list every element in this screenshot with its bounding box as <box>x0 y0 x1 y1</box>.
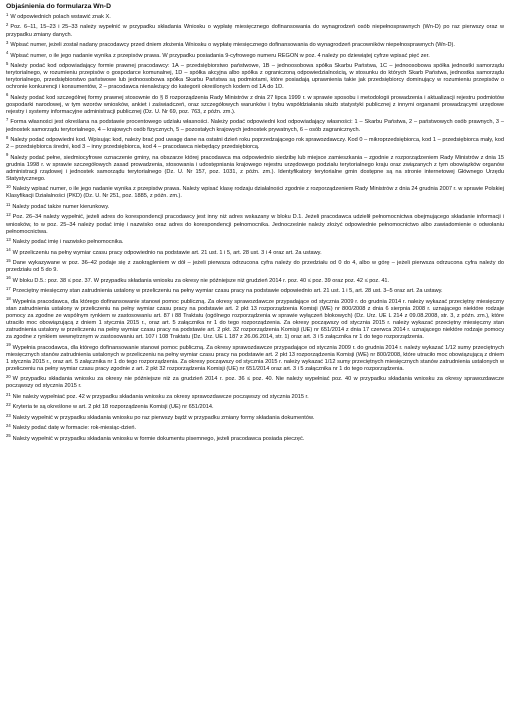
footnote-7 <box>6 119 504 133</box>
footnote-text: Należy podać kod odpowiadający formie prawnej pracodawcy: 1A – przedsiębiorstwo państwowe, 1B – jednoosobowa spółka Skarbu Państwa, 1C – jednoosobowa spółka jednostki samorządu terytorialnego, w rozumieniu przepisów o gospodarce komunalnej, 1D – spółka akcyjna albo spółka z ograniczoną odpowiedzialnością, w stosunku do których Skarb Państwa, jednostka samorządu terytorialnego, przedsiębiorstwo państwowe lub jednoosobowa spółka Skarbu Państwa są podmiotami, które posiadają uprawnienia takie jak przedsiębiorcy dominujący w rozumieniu przepisów o ochronie konkurencji i konsumentów, 2 – pracodawca nienależący do kategorii określonych kodem od 1A do 1D. <box>6 63 504 91</box>
footnote-number: 23 <box>6 412 11 418</box>
footnote-number: 2 <box>6 22 9 28</box>
footnote-21 <box>6 391 504 401</box>
footnote-text: Forma własności jest określana na podstawie procentowego udziału własności. Należy podać odpowiedni kod odpowiadający własności: 1 – Skarbu Państwa, 2 – państwowych osób prawnych, 3 – jednostek samorządu terytorialnego, 4 – krajowych osób fizycznych, 5 – pozostałych krajowych jednostek prywatnych, 6 – osób zagranicznych. <box>6 119 504 133</box>
footnote-text: Należy wpisać numer, o ile jego nadanie wynika z przepisów prawa. Należy wpisać klasę rodzaju działalności zgodnie z rozporządzeniem Rady Ministrów z dnia 24 grudnia 2007 r. w sprawie Polskiej Klasyfikacji Działalności (PKD) (Dz. U. Nr 251, poz. 1885, z późn. zm.). <box>6 186 504 200</box>
footnote-number: 24 <box>6 423 11 428</box>
footnote-18 <box>6 296 504 342</box>
footnote-number: 13 <box>6 236 11 242</box>
footnote-number: 3 <box>6 39 9 45</box>
footnote-number: 22 <box>6 402 11 408</box>
footnote-number: 18 <box>6 296 11 302</box>
footnote-text: Poz. 26–34 należy wypełnić, jeżeli adres do korespondencji pracodawcy jest inny niż adres wskazany w bloku D.1. Jeżeli pracodawca udzielił pełnomocnictwa obejmującego składanie informacji i wniosków, to w poz. 25–34 należy podać imię i nazwisko oraz adres do korespondencji pełnomocnika. Jednocześnie należy złożyć odpowiednie pełnomocnictwo albo zawiadomienie o odwołaniu pełnomocnictwa. <box>6 214 504 235</box>
footnote-16 <box>6 275 504 285</box>
footnote-23 <box>6 412 504 422</box>
footnote-number: 1 <box>6 11 9 17</box>
footnote-text: Należy wypełnić w przypadku składania wniosku po raz pierwszy bądź w przypadku zmiany formy składania dokumentów. <box>12 414 315 421</box>
footnote-25 <box>6 433 504 443</box>
footnote-10 <box>6 186 504 200</box>
footnote-number: 20 <box>6 373 11 379</box>
footnote-text: W bloku D.5.: poz. 38 ≤ poz. 37. W przypadku składania wniosku za okresy nie późniejsze niż grudzień 2014 r. poz. 40 ≤ poz. 39 oraz poz. 42 ≤ poz. 41. <box>12 277 390 284</box>
footnote-number: 12 <box>6 212 11 218</box>
footnote-4 <box>6 50 504 60</box>
footnote-number: 15 <box>6 257 11 263</box>
footnote-3 <box>6 39 504 49</box>
footnote-20 <box>6 373 504 390</box>
footnote-number: 9 <box>6 152 9 158</box>
footnote-number: 10 <box>6 184 11 189</box>
footnote-text: Należy podać odpowiedni kod. Wpisując kod, należy brać pod uwagę dane na ostatni dzień roku poprzedzającego rok sprawozdawczy. Kod 0 – mikroprzedsiębiorca, kod 1 – przedsiębiorca mały, kod 2 – przedsiębiorca średni, kod 3 – inny przedsiębiorca, kod 4 – pracodawca niebędący przedsiębiorcą. <box>6 137 504 151</box>
footnote-number: 7 <box>6 117 9 123</box>
footnote-number: 11 <box>6 201 11 207</box>
footnote-1 <box>6 11 504 21</box>
footnote-text: Należy podać także numer kierunkowy. <box>12 203 110 210</box>
footnote-14 <box>6 247 504 257</box>
document-title: Objaśnienia do formularza Wn-D <box>6 3 111 10</box>
footnote-8 <box>6 134 504 151</box>
footnote-5 <box>6 60 504 91</box>
footnote-22 <box>6 404 504 411</box>
footnote-number: 21 <box>6 391 11 397</box>
footnote-number: 4 <box>6 50 9 56</box>
footnote-text: Należy podać pełne, siedmiocyfrowe oznaczenie gminy, na obszarze której pracodawca ma odpowiednio siedzibę lub miejsce zamieszkania – zgodnie z rozporządzeniem Rady Ministrów z dnia 15 grudnia 1998 r. w sprawie szczegółowych zasad prowadzenia, stosowania i udostępniania krajowego rejestru urzędowego podziału terytorialnego kraju oraz związanych z tym obowiązków organów administracji rządowej i jednostek samorządu terytorialnego (Dz. U. Nr 157, poz. 1031, z późn. zm.). Identyfikatory terytorialne gmin dostępne są na stronie internetowej Głównego Urzędu Statystycznego. <box>6 154 504 182</box>
footnote-number: 16 <box>6 275 11 281</box>
footnote-number: 5 <box>6 60 9 66</box>
footnote-number: 8 <box>6 134 9 140</box>
footnote-number: 6 <box>6 92 9 98</box>
footnote-text: Przeciętny miesięczny stan zatrudnienia ustalony w przeliczeniu na pełny wymiar czasu pracy na podstawie odpowiednio art. 21 ust. 1 i 5, art. 28 ust. 3–5 oraz art. 2a ustawy. <box>12 288 443 295</box>
footnote-15 <box>6 257 504 274</box>
footnote-12 <box>6 214 504 235</box>
footnote-text: Poz. 6–11, 15–23 i 25–33 należy wypełnić w przypadku składania Wniosku o wypłatę miesięcznego dofinansowania do wynagrodzeń osób niepełnosprawnych (Wn-D) po raz pierwszy oraz w przypadku zmiany danych. <box>6 24 504 38</box>
footnote-24 <box>6 425 504 432</box>
footnote-text: Należy wypełnić w przypadku składania wniosku w formie dokumentu pisemnego, jeżeli pracodawca posiada pieczęć. <box>12 435 305 442</box>
footnote-text: Wpisać numer, o ile jego nadanie wynika z przepisów prawa. W przypadku posiadania 9-cyfrowego numeru REGON w poz. 4 należy po dziewiątej cyfrze wpisać pięć zer. <box>10 52 430 59</box>
footnote-17 <box>6 285 504 295</box>
footnote-text: W odpowiednich polach wstawić znak X. <box>10 14 111 20</box>
footnote-text: Należy podać kod szczególnej formy prawnej stosownie do § 8 rozporządzenia Rady Ministrów z dnia 27 lipca 1999 r. w sprawie sposobu i metodologii prowadzenia i aktualizacji rejestru podmiotów gospodarki narodowej, w tym wzorów wniosków, ankiet i zaświadczeń, oraz szczegółowych warunków i trybu współdziałania służb statystyki publicznej z innymi organami prowadzącymi urzędowe rejestry i systemy informacyjne administracji publicznej (Dz. U. Nr 69, poz. 763, z późn. zm.). <box>6 94 504 115</box>
footnote-11 <box>6 201 504 211</box>
footnotes-list <box>6 11 504 443</box>
footnote-19 <box>6 342 504 373</box>
footnote-13 <box>6 236 504 246</box>
footnote-text: Wypełnia pracodawca, dla którego dofinansowanie stanowi pomoc publiczną. Za okresy sprawozdawcze przypadające od stycznia 2009 r. do grudnia 2014 r. należy wykazać 1/12 sumy przeciętnych miesięcznych stanów zatrudnienia ustalonych w przeliczeniu na pełny wymiar czasu pracy na podstawie art. 2 pkt 13 rozporządzenia Komisji (WE) nr 800/2008, które utraciło moc obowiązującą z dniem 1 stycznia 2015 r., oraz art. 5 załącznika nr 1 do tego rozporządzenia. Za okresy począwszy od stycznia 2015 r. należy wykazać 1/12 sumy przeciętnych miesięcznych stanów zatrudnienia ustalonych w przeliczeniu na pełny wymiar czasu pracy zgodnie z art. 2 pkt 32 rozporządzenia Komisji (UE) nr 651/2014 oraz art. 3 i 5 załącznika nr 1 do tego rozporządzenia. <box>6 344 504 372</box>
footnote-2 <box>6 24 504 38</box>
footnote-text: Dane wykazywane w poz. 36–42 podaje się z zaokrągleniem w dół – jeżeli pierwsza odrzucona cyfra należy do przedziału od 0 do 4, albo w górę – jeżeli pierwsza odrzucona cyfra należy do przedziału od 5 do 9. <box>6 260 504 274</box>
footnote-text: Należy podać datę w formacie: rok-miesiąc-dzień. <box>12 425 137 432</box>
footnote-number: 14 <box>6 247 11 253</box>
footnote-9 <box>6 152 504 183</box>
footnote-text: Należy podać imię i nazwisko pełnomocnika. <box>12 239 124 246</box>
footnote-text: W przeliczeniu na pełny wymiar czasu pracy odpowiednio na podstawie art. 21 ust. 1 i 5, art. 28 ust. 3 i 4 oraz art. 2a ustawy. <box>12 249 322 256</box>
footnote-text: Wypełnia pracodawca, dla którego dofinansowanie stanowi pomoc publiczną. Za okresy sprawozdawcze przypadające od stycznia 2009 r. do grudnia 2014 r. należy wykazać przeciętny miesięczny stan zatrudnienia ustalony w przeliczeniu na pełny wymiar czasu pracy na podstawie art. 2 pkt 13 rozporządzenia Komisji (WE) nr 800/2008 z dnia 6 sierpnia 2008 r. uznającego niektóre rodzaje pomocy za zgodne ze wspólnym rynkiem w zastosowaniu art. 87 i 88 Traktatu (ogólnego rozporządzenia w sprawie wyłączeń blokowych) (Dz. Urz. UE L 214 z 09.08.2008, str. 3, z późn. zm.), które utraciło moc obowiązującą z dniem 1 stycznia 2015 r., oraz art. 5 załącznika nr 1 do tego rozporządzenia. Za okresy począwszy od stycznia 2015 r. należy wykazać przeciętny miesięczny stan zatrudnienia ustalony w przeliczeniu na pełny wymiar czasu pracy na podstawie art. 2 pkt. 32 rozporządzenia Komisji (UE) nr 651/2014 z dnia 17 czerwca 2014 r. uznającego niektóre rodzaje pomocy za zgodne z rynkiem wewnętrznym w zastosowaniu art. 107 i 108 Traktatu (Dz. Urz. UE L 187 z 26.06.2014, str. 1) oraz art. 3 i 5 załącznika nr 1 do tego rozporządzenia. <box>6 298 504 341</box>
footnote-number: 25 <box>6 433 11 439</box>
footnote-text: Kryteria te są określone w art. 2 pkt 18 rozporządzenia Komisji (UE) nr 651/2014. <box>12 404 214 411</box>
footnote-number: 17 <box>6 285 11 291</box>
footnote-text: Wpisać numer, jeżeli został nadany pracodawcy przed dniem złożenia Wniosku o wypłatę miesięcznego dofinansowania do wynagrodzeń pracowników niepełnosprawnych (Wn-D). <box>10 42 455 49</box>
footnote-6 <box>6 92 504 116</box>
footnote-number: 19 <box>6 342 11 348</box>
footnote-text: Nie należy wypełniać poz. 42 w przypadku składania wniosku za okresy sprawozdawcze począwszy od stycznia 2015 r. <box>12 393 309 400</box>
footnote-text: W przypadku składania wniosku za okresy nie późniejsze niż za grudzień 2014 r. poz. 36 ≤ poz. 40. Nie należy wypełniać poz. 40 w przypadku składania wniosku za okresy sprawozdawcze począwszy od stycznia 2015 r. <box>6 376 504 390</box>
